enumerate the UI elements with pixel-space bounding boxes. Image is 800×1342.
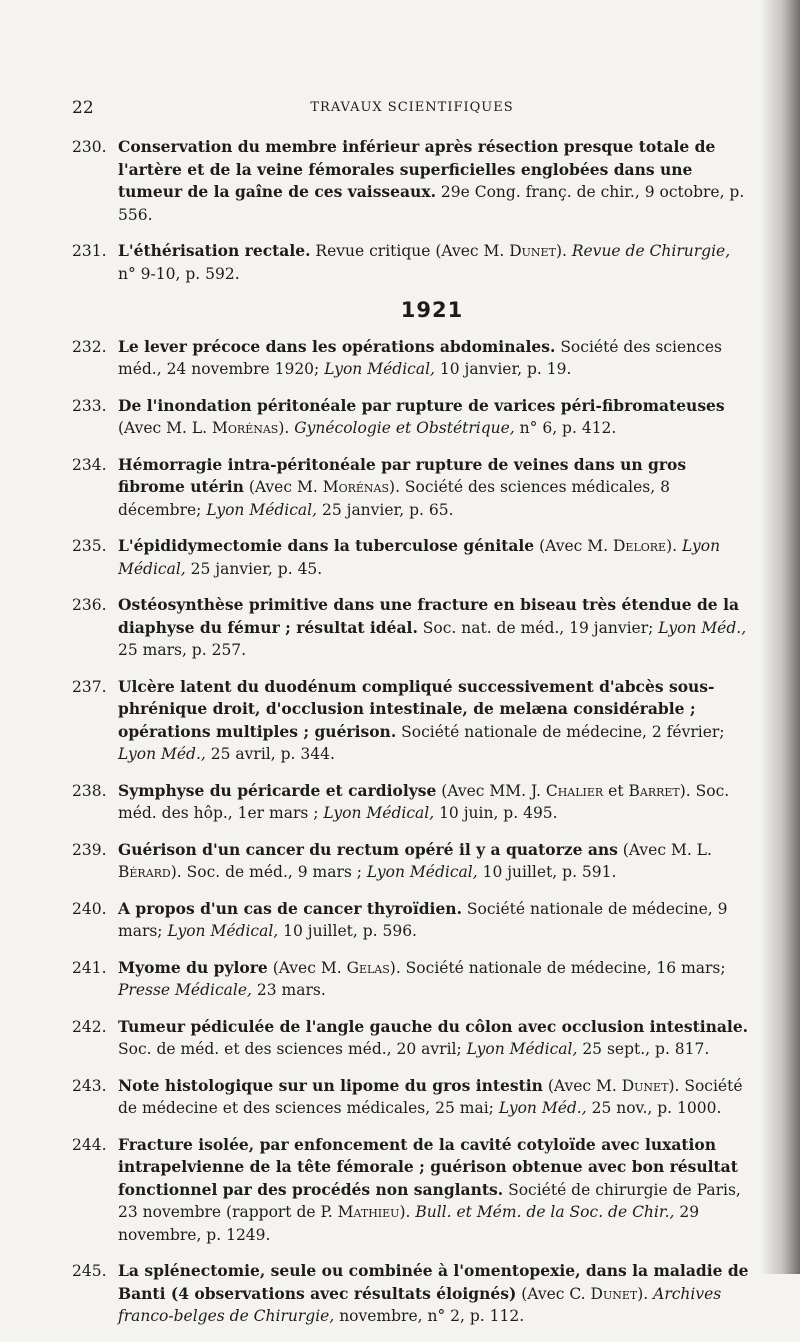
journal-name: Presse Médicale, <box>118 981 252 999</box>
author-name: Morénas <box>212 419 279 437</box>
entry-number: 235. <box>72 537 107 555</box>
entry-text: ). Soc. de méd., 9 mars ; <box>170 863 367 881</box>
entry-number: 231. <box>72 242 107 260</box>
entry-240 <box>72 898 752 943</box>
entry-title: L'épididymectomie dans la tuberculose génitale <box>118 536 535 555</box>
entry-title: L'éthérisation rectale. <box>118 241 311 260</box>
entry-text: 25 janvier, p. 45. <box>185 559 323 578</box>
entry-title: Tumeur pédiculée de l'angle gauche du côlon avec occlusion intestinale. <box>118 1016 749 1036</box>
journal-name: Lyon Médical, <box>167 922 279 940</box>
entry-number: 239. <box>72 840 107 859</box>
entry-title: Conservation du membre inférieur après résection presque totale de l'artère et de la veine fémorales superficielles englobées dans une tumeur de la gaîne de ces vaisseaux. <box>118 137 716 201</box>
entry-text: (Avec C. <box>516 1284 591 1303</box>
entry-text: 10 juillet, p. 596. <box>278 922 417 940</box>
journal-name: Bull. et Mém. de la Soc. de Chir., <box>415 1203 675 1221</box>
entry-title: La splénectomie, seule ou combinée à l'omentopexie, dans la maladie de Banti (4 observations avec résultats éloignés) <box>118 1261 749 1303</box>
entry-number: 236. <box>72 596 107 614</box>
entry-text: ). Soc. méd. des hôp., 1er mars ; <box>118 781 730 822</box>
entry-242 <box>72 1016 752 1061</box>
journal-name: Archives franco-belges de Chirurgie, <box>118 1284 722 1325</box>
entry-237 <box>72 676 752 766</box>
entry-text: (Avec M. L. <box>617 840 712 859</box>
entry-text: ). Société des sciences médicales, 8 décembre; <box>118 478 670 519</box>
entry-number: 245. <box>72 1262 107 1280</box>
entry-number: 234. <box>72 455 107 474</box>
year-heading: 1921 <box>400 298 464 322</box>
entry-number: 240. <box>72 899 107 918</box>
bibliography-list <box>72 136 752 1342</box>
entry-title: Symphyse du péricarde et cardiolyse <box>118 780 437 800</box>
author-name: Dunet <box>621 1076 669 1095</box>
journal-name: Lyon Méd., <box>498 1099 587 1117</box>
entry-text: ). <box>278 419 295 437</box>
entry-number: 230. <box>72 138 107 156</box>
entry-number: 244. <box>72 1135 107 1154</box>
journal-name: Revue de Chirurgie, <box>571 242 731 260</box>
journal-name: Lyon Médical, <box>206 500 318 519</box>
entry-text: et <box>603 781 629 800</box>
entry-title: Ulcère latent du duodénum compliqué successivement d'abcès sous-phrénique droit, d'occlusion intestinale, de melæna considérable ; opérations multiples ; guérison. <box>118 676 715 741</box>
entry-text: 25 mars, p. 257. <box>118 641 247 659</box>
page-number: 22 <box>72 98 94 118</box>
entry-text: 23 mars. <box>251 981 326 999</box>
author-name: Dunet <box>590 1284 638 1303</box>
entry-text: novembre, n° 2, p. 112. <box>334 1307 525 1325</box>
entry-245 <box>72 1260 752 1328</box>
entry-text: (Avec M. <box>267 958 347 977</box>
journal-name: Lyon Médical, <box>118 537 721 578</box>
entry-234 <box>72 454 752 522</box>
author-name: Barret <box>628 781 680 800</box>
entry-text: 10 juillet, p. 591. <box>477 863 617 881</box>
running-title: TRAVAUX SCIENTIFIQUES <box>310 100 514 115</box>
entry-text: (Avec M. <box>534 537 613 555</box>
entry-text: ). <box>399 1203 416 1221</box>
entry-236 <box>72 594 752 662</box>
entry-244 <box>72 1134 752 1247</box>
author-name: Dunet <box>509 242 556 260</box>
entry-text: 25 sept., p. 817. <box>577 1040 710 1058</box>
author-name: Delore <box>612 537 667 555</box>
entry-text: n° 9-10, p. 592. <box>118 264 240 283</box>
journal-name: Lyon Médical, <box>366 863 478 881</box>
entry-text: n° 6, p. 412. <box>514 419 617 437</box>
entry-text: ). Société de médecine et des sciences médicales, 25 mai; <box>118 1076 743 1117</box>
entry-text: Société de chirurgie de Paris, 23 novembre (rapport de P. <box>118 1180 741 1221</box>
scan-shadow-edge <box>760 0 800 1274</box>
journal-name: Lyon Médical, <box>466 1040 578 1058</box>
journal-name: Gynécologie et Obstétrique, <box>294 419 515 437</box>
entry-title: De l'inondation péritonéale par rupture de varices péri-fibromateuses <box>118 395 725 415</box>
entry-text: 25 nov., p. 1000. <box>586 1099 722 1117</box>
entry-text: ). <box>637 1284 654 1303</box>
entry-number: 241. <box>72 958 107 977</box>
entry-text: Soc. nat. de méd., 19 janvier; <box>417 618 659 637</box>
entry-number: 242. <box>72 1017 107 1036</box>
author-name: Morénas <box>322 478 390 496</box>
entry-title: Myome du pylore <box>118 957 268 977</box>
entry-text: ). <box>666 537 682 555</box>
entry-text: 29e Cong. franç. de chir., 9 octobre, p. 556. <box>118 183 745 224</box>
entry-230 <box>72 136 752 226</box>
entry-title: Note histologique sur un lipome du gros intestin <box>118 1075 543 1095</box>
entry-233 <box>72 395 752 440</box>
entry-text: 25 janvier, p. 65. <box>317 500 454 519</box>
entry-title: Guérison d'un cancer du rectum opéré il y a quatorze ans <box>118 839 618 859</box>
entry-231 <box>72 240 752 285</box>
entry-text: Société nationale de médecine, 2 février; <box>396 722 725 741</box>
entry-text: 29 novembre, p. 1249. <box>118 1203 700 1244</box>
entry-number: 237. <box>72 677 107 696</box>
entry-text: 10 juin, p. 495. <box>434 804 558 822</box>
entry-text: Société nationale de médecine, 9 mars; <box>118 899 728 940</box>
entry-235 <box>72 535 752 580</box>
entry-232 <box>72 336 752 381</box>
entry-text: (Avec MM. J. <box>436 781 546 800</box>
entry-text: 25 avril, p. 344. <box>205 745 335 763</box>
author-name: Chalier <box>545 781 604 800</box>
entry-text: 10 janvier, p. 19. <box>434 360 572 378</box>
journal-name: Lyon Méd., <box>658 618 747 637</box>
entry-text: Revue critique (Avec M. <box>310 242 510 260</box>
entry-text: ). <box>555 242 572 260</box>
author-name: Mathieu <box>337 1203 400 1221</box>
entry-239 <box>72 839 752 884</box>
entry-title: Fracture isolée, par enfoncement de la cavité cotyloïde avec luxation intrapelvienne de la tête fémorale ; guérison obtenue avec bon résultat fonctionnel par des procédés non sanglants. <box>118 1134 738 1199</box>
entry-text: (Avec M. L. <box>118 419 213 437</box>
journal-name: Lyon Médical, <box>324 360 435 378</box>
entry-text: ). Société nationale de médecine, 16 mars; <box>389 958 726 977</box>
entry-238 <box>72 780 752 825</box>
entry-text: Soc. de méd. et des sciences méd., 20 avril; <box>118 1040 467 1058</box>
entry-title: A propos d'un cas de cancer thyroïdien. <box>118 898 462 918</box>
entry-text: (Avec M. <box>542 1076 622 1095</box>
entry-number: 238. <box>72 781 107 800</box>
entry-number: 232. <box>72 337 107 356</box>
page-header <box>72 98 752 118</box>
entry-title: Ostéosynthèse primitive dans une fracture en biseau très étendue de la diaphyse du fémur ; résultat idéal. <box>118 595 739 637</box>
entry-title: Hémorragie intra-péritonéale par rupture de veines dans un gros fibrome utérin <box>118 454 687 496</box>
author-name: Bérard <box>118 863 171 881</box>
entry-243 <box>72 1075 752 1120</box>
entry-text: (Avec M. <box>243 478 323 496</box>
entry-number: 243. <box>72 1076 107 1095</box>
journal-name: Lyon Méd., <box>118 745 206 763</box>
entry-text: Société des sciences méd., 24 novembre 1920; <box>118 337 722 378</box>
entry-title: Le lever précoce dans les opérations abdominales. <box>118 336 556 356</box>
entry-241 <box>72 957 752 1002</box>
entry-number: 233. <box>72 396 107 415</box>
journal-name: Lyon Médical, <box>323 804 435 822</box>
author-name: Gelas <box>346 958 390 977</box>
